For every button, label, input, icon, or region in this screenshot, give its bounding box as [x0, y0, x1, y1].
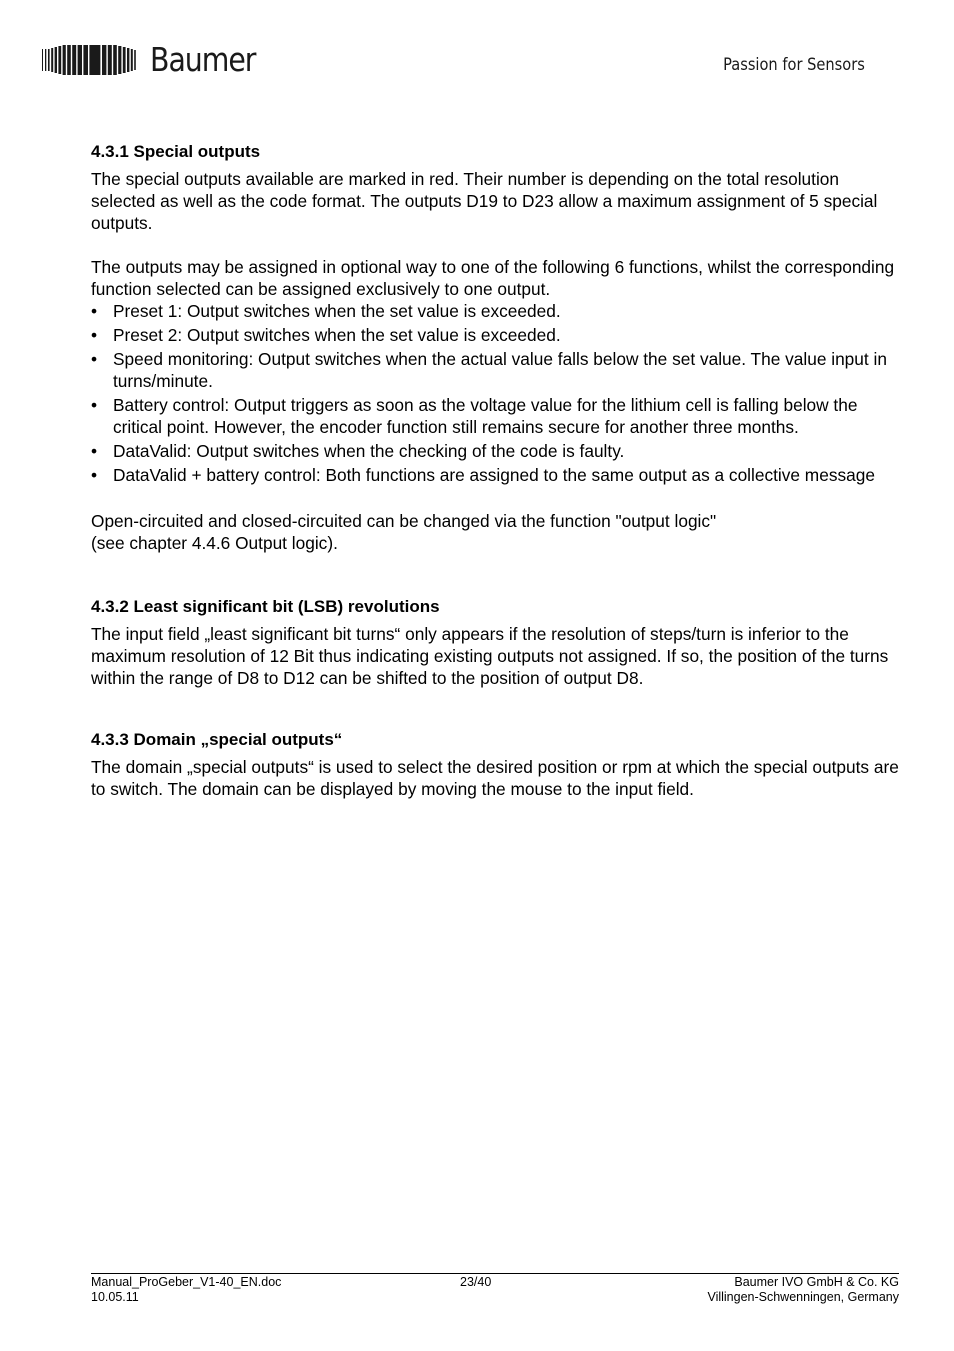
- list-item: [91, 440, 901, 462]
- list-item-text: DataValid + battery control: Both functions are assigned to the same output as a collective message: [113, 465, 875, 485]
- section-lsb-revolutions: [91, 596, 901, 689]
- bullet-icon: •: [91, 325, 98, 345]
- bullet-icon: •: [91, 441, 98, 461]
- list-item-text: Speed monitoring: Output switches when the actual value falls below the set value. The value input in turns/minute.: [113, 349, 887, 391]
- bullet-icon: •: [91, 465, 98, 485]
- footer-right: [707, 1275, 899, 1305]
- list-item: [91, 394, 901, 438]
- list-item: [91, 464, 901, 486]
- list-item-text: Preset 1: Output switches when the set value is exceeded.: [113, 301, 561, 321]
- bullet-icon: •: [91, 301, 98, 321]
- paragraph: The input field „least significant bit turns“ only appears if the resolution of steps/turn is inferior to the maximum resolution of 12 Bit thus indicating existing outputs not assigned. If so, the position of the turns within the range of D8 to D12 can be shifted to the position of output D8.: [91, 624, 889, 688]
- functions-list: [91, 300, 901, 486]
- list-item: [91, 300, 901, 322]
- document-body: [91, 141, 901, 800]
- section-heading: 4.3.3 Domain „special outputs“: [91, 730, 343, 749]
- paragraph-line: Open-circuited and closed-circuited can be changed via the function "output logic": [91, 511, 717, 531]
- baumer-logo-icon: [42, 45, 136, 75]
- footer-left: [91, 1275, 281, 1305]
- section-domain-special-outputs: [91, 729, 901, 800]
- paragraph: The domain „special outputs“ is used to select the desired position or rpm at which the special outputs are to switch. The domain can be displayed by moving the mouse to the input field.: [91, 757, 899, 799]
- list-item-text: DataValid: Output switches when the checking of the code is faulty.: [113, 441, 625, 461]
- page-header: [0, 0, 954, 100]
- bullet-icon: •: [91, 395, 98, 415]
- tagline: Passion for Sensors: [723, 55, 865, 75]
- paragraph-line: (see chapter 4.4.6 Output logic).: [91, 533, 338, 553]
- section-special-outputs: [91, 141, 901, 554]
- list-item-text: Preset 2: Output switches when the set value is exceeded.: [113, 325, 561, 345]
- footer-filename: Manual_ProGeber_V1-40_EN.doc: [91, 1275, 282, 1289]
- list-item: [91, 348, 901, 392]
- baumer-logo: [42, 40, 273, 79]
- footer-date: 10.05.11: [91, 1290, 139, 1304]
- section-heading: 4.3.1 Special outputs: [91, 142, 261, 161]
- list-item: [91, 324, 901, 346]
- footer-page-number: 23/40: [460, 1275, 492, 1289]
- list-item-text: Battery control: Output triggers as soon as the voltage value for the lithium cell is falling below the critical point. However, the encoder function still remains secure for another three months.: [113, 395, 858, 437]
- section-heading: 4.3.2 Least significant bit (LSB) revolutions: [91, 597, 440, 616]
- footer-location: Villingen-Schwenningen, Germany: [707, 1290, 899, 1304]
- paragraph: The outputs may be assigned in optional way to one of the following 6 functions, whilst the corresponding function selected can be assigned exclusively to one output.: [91, 257, 895, 299]
- footer-company: Baumer IVO GmbH & Co. KG: [734, 1275, 899, 1289]
- page-footer: [91, 1273, 899, 1304]
- brand-name: Baumer: [150, 40, 256, 79]
- bullet-icon: •: [91, 349, 98, 369]
- paragraph: The special outputs available are marked in red. Their number is depending on the total resolution selected as well as the code format. The outputs D19 to D23 allow a maximum assignment of 5 special outputs.: [91, 169, 878, 233]
